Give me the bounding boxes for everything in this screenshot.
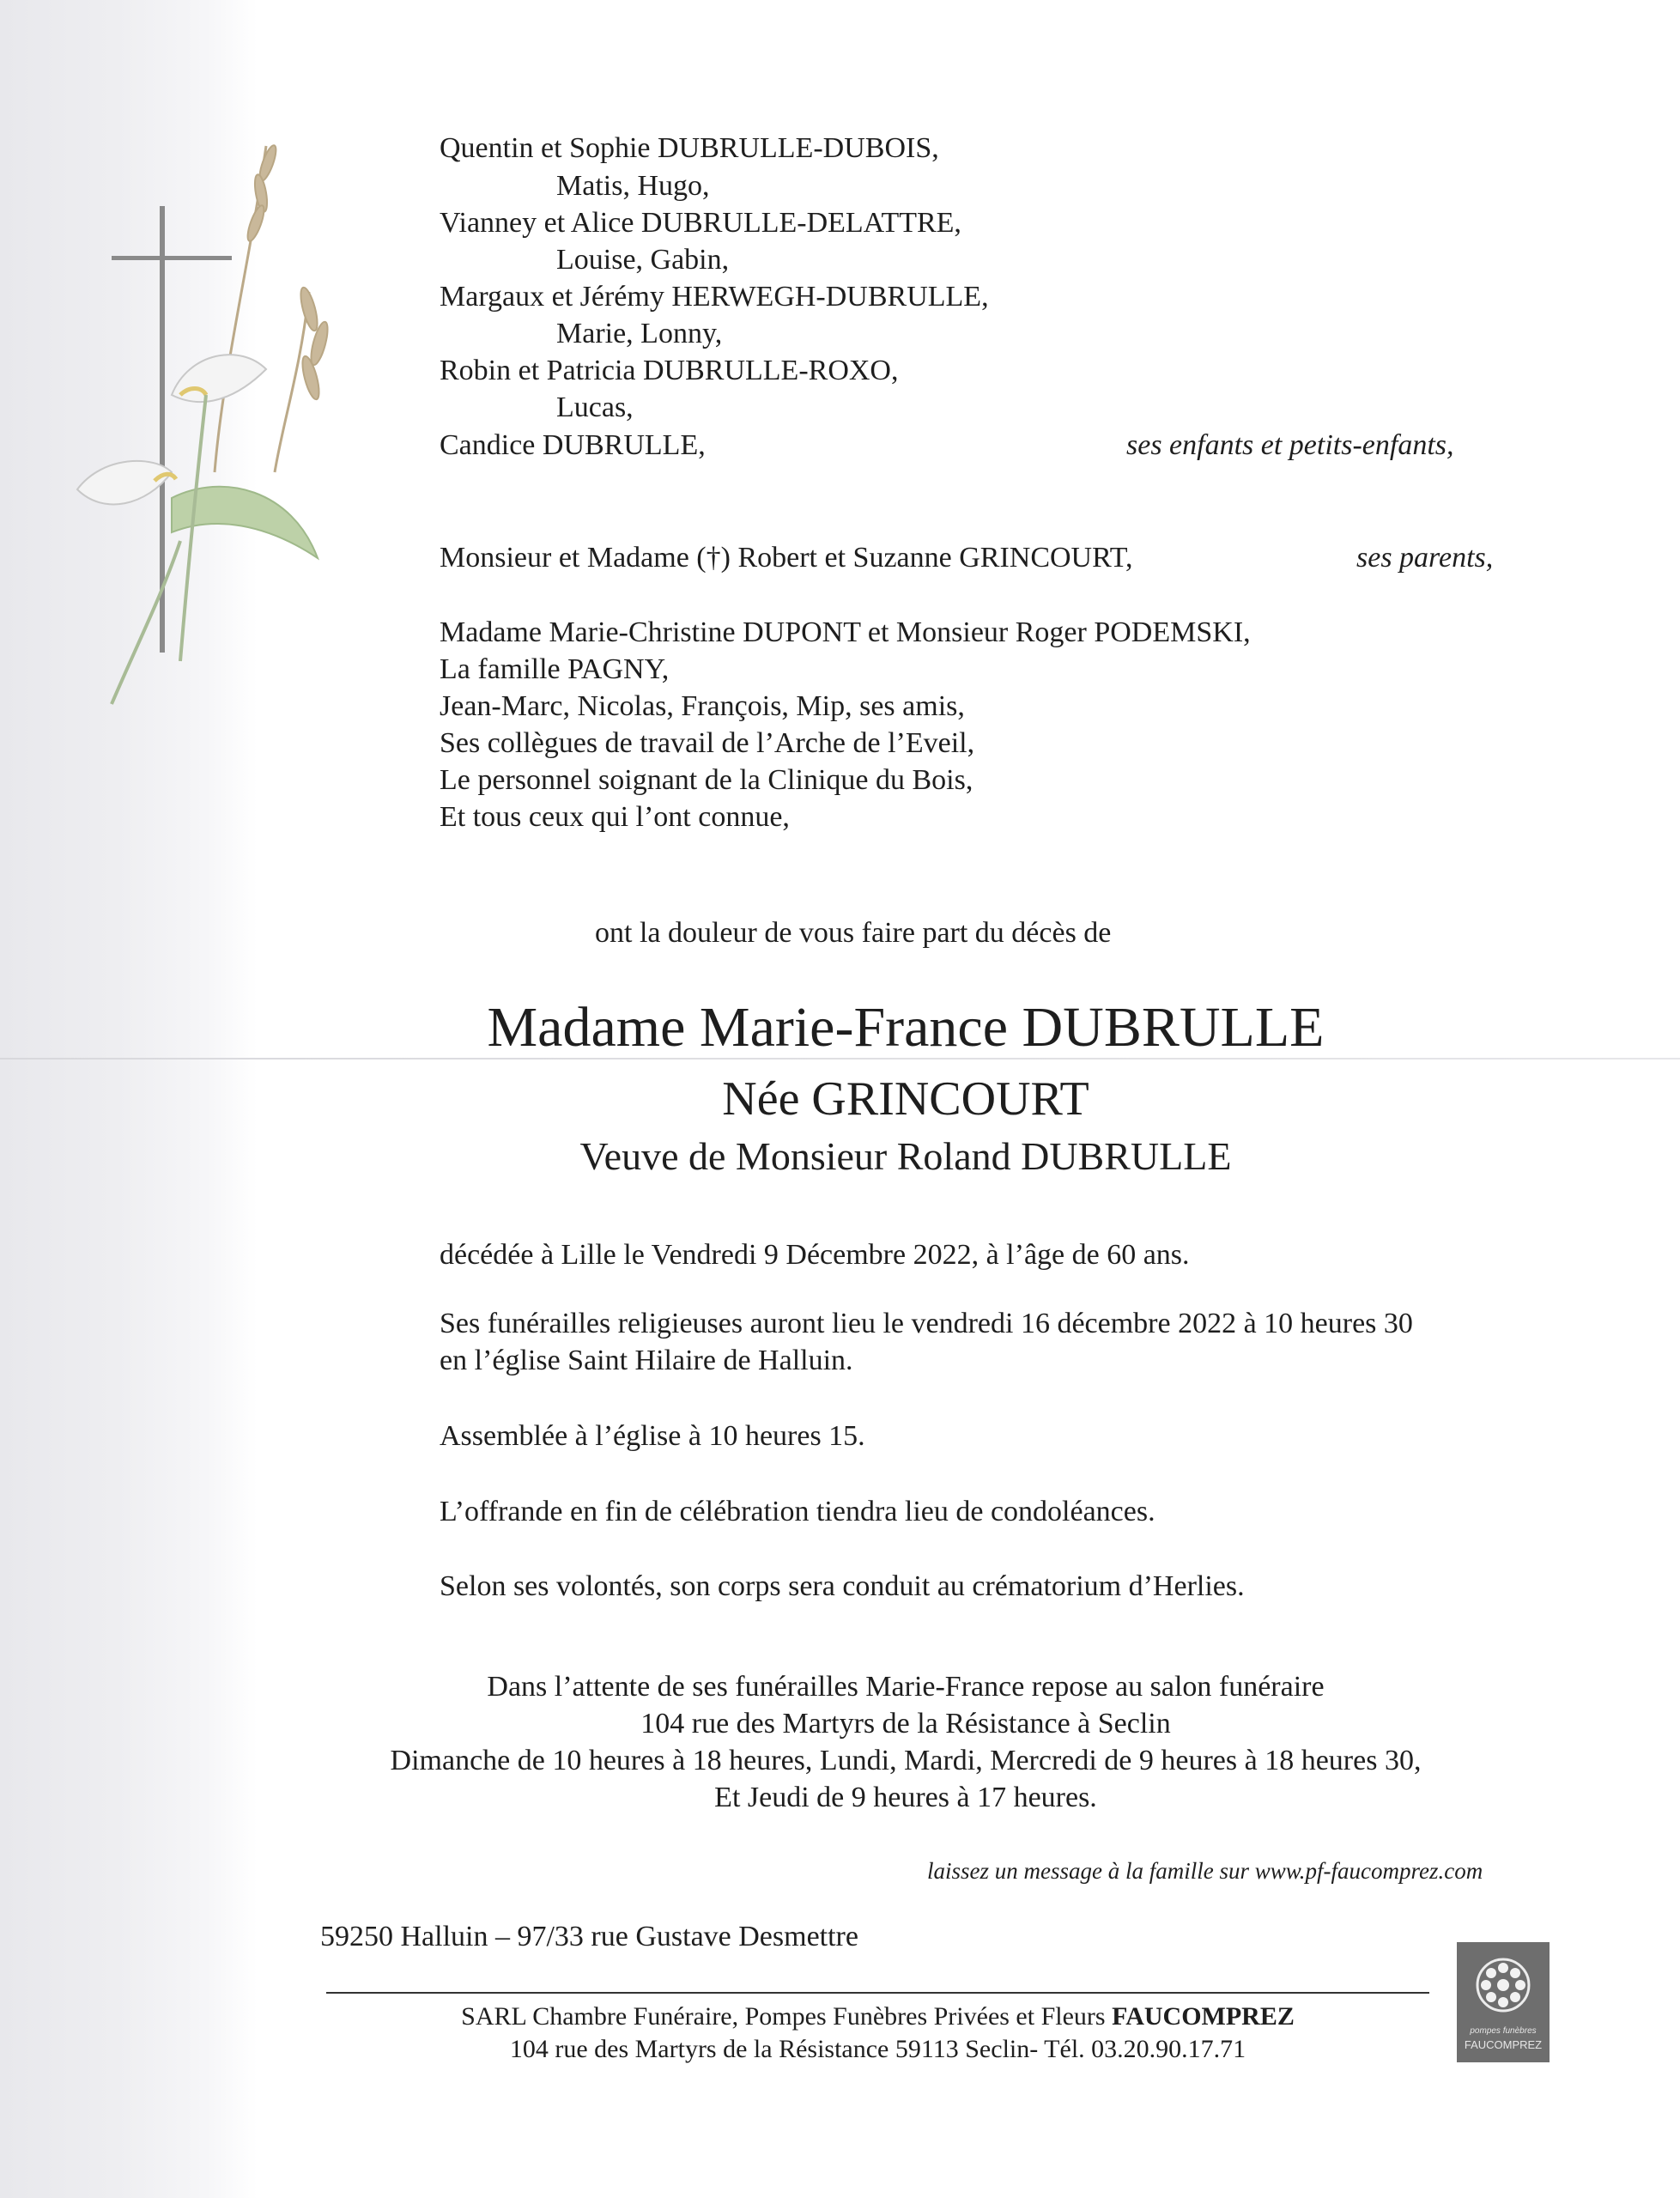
others-line: Le personnel soignant de la Clinique du Bois, <box>440 764 973 796</box>
family-line: Louise, Gabin, <box>556 244 730 276</box>
wheat-icon <box>215 143 331 472</box>
viewing-line: Dimanche de 10 heures à 18 heures, Lundi, Mardi, Mercredi de 9 heures à 18 heures 30, <box>390 1745 1422 1776</box>
parents-line: Monsieur et Madame (†) Robert et Suzanne GRINCOURT, <box>440 542 1133 574</box>
family-line: Marie, Lonny, <box>556 318 723 349</box>
family-address: 59250 Halluin – 97/33 rue Gustave Desmettre <box>320 1921 858 1952</box>
viewing-line: Et Jeudi de 9 heures à 17 heures. <box>714 1782 1097 1813</box>
children-role: ses enfants et petits-enfants, <box>1126 429 1454 461</box>
company-address: 104 rue des Martyrs de la Résistance 59113 Seclin- Tél. 03.20.90.17.71 <box>509 2035 1246 2063</box>
funeral-details: Ses funérailles religieuses auront lieu le vendredi 16 décembre 2022 à 10 heures 30 <box>440 1308 1413 1339</box>
family-line: Robin et Patricia DUBRULLE-ROXO, <box>440 355 899 386</box>
company-prefix: SARL Chambre Funéraire, Pompes Funèbres Privées et Fleurs <box>461 2002 1106 2031</box>
others-line: Madame Marie-Christine DUPONT et Monsieur Roger PODEMSKI, <box>440 616 1251 648</box>
others-line: Et tous ceux qui l’ont connue, <box>440 801 790 833</box>
widow-line: Veuve de Monsieur Roland DUBRULLE <box>579 1134 1232 1178</box>
family-line: Quentin et Sophie DUBRULLE-DUBOIS, <box>440 132 939 164</box>
viewing-line: Dans l’attente de ses funérailles Marie-France repose au salon funéraire <box>487 1671 1325 1703</box>
viewing-line: 104 rue des Martyrs de la Résistance à Seclin <box>640 1708 1171 1740</box>
company-name: FAUCOMPREZ <box>1112 2002 1295 2031</box>
announcement: ont la douleur de vous faire part du décès de <box>595 917 1112 949</box>
rosette-icon <box>1457 1947 1550 2025</box>
cross-icon <box>112 206 232 653</box>
funeral-details-location: en l’église Saint Hilaire de Halluin. <box>440 1345 853 1376</box>
family-line: Lucas, <box>556 392 634 423</box>
deceased-name: Madame Marie-France DUBRULLE <box>487 996 1325 1059</box>
family-line: Matis, Hugo, <box>556 170 710 202</box>
others-line: La famille PAGNY, <box>440 653 670 685</box>
company-line <box>326 2001 1429 2033</box>
maiden-name: Née GRINCOURT <box>722 1072 1089 1126</box>
others-line: Ses collègues de travail de l’Arche de l’Eveil, <box>440 727 975 759</box>
death-details: décédée à Lille le Vendredi 9 Décembre 2022, à l’âge de 60 ans. <box>440 1239 1190 1271</box>
calla-lily-icon <box>77 355 318 704</box>
family-line: Candice DUBRULLE, <box>440 429 706 461</box>
assembly-details: Assemblée à l’église à 10 heures 15. <box>440 1420 865 1452</box>
footer-divider <box>326 1992 1429 1994</box>
logo-brand: FAUCOMPREZ <box>1464 2038 1543 2051</box>
others-line: Jean-Marc, Nicolas, François, Mip, ses amis, <box>440 690 965 722</box>
family-line: Margaux et Jérémy HERWEGH-DUBRULLE, <box>440 281 989 313</box>
cross-lily-wheat-decoration <box>52 112 361 730</box>
logo-tagline: pompes funèbres <box>1470 2026 1537 2036</box>
family-line: Vianney et Alice DUBRULLE-DELATTRE, <box>440 207 961 239</box>
offering-details: L’offrande en fin de célébration tiendra lieu de condoléances. <box>440 1496 1155 1527</box>
cremation-details: Selon ses volontés, son corps sera conduit au crématorium d’Herlies. <box>440 1570 1245 1602</box>
parents-role: ses parents, <box>1356 542 1494 574</box>
message-link[interactable]: laissez un message à la famille sur www.pf-faucomprez.com <box>927 1858 1483 1884</box>
company-logo <box>1457 1942 1550 2062</box>
